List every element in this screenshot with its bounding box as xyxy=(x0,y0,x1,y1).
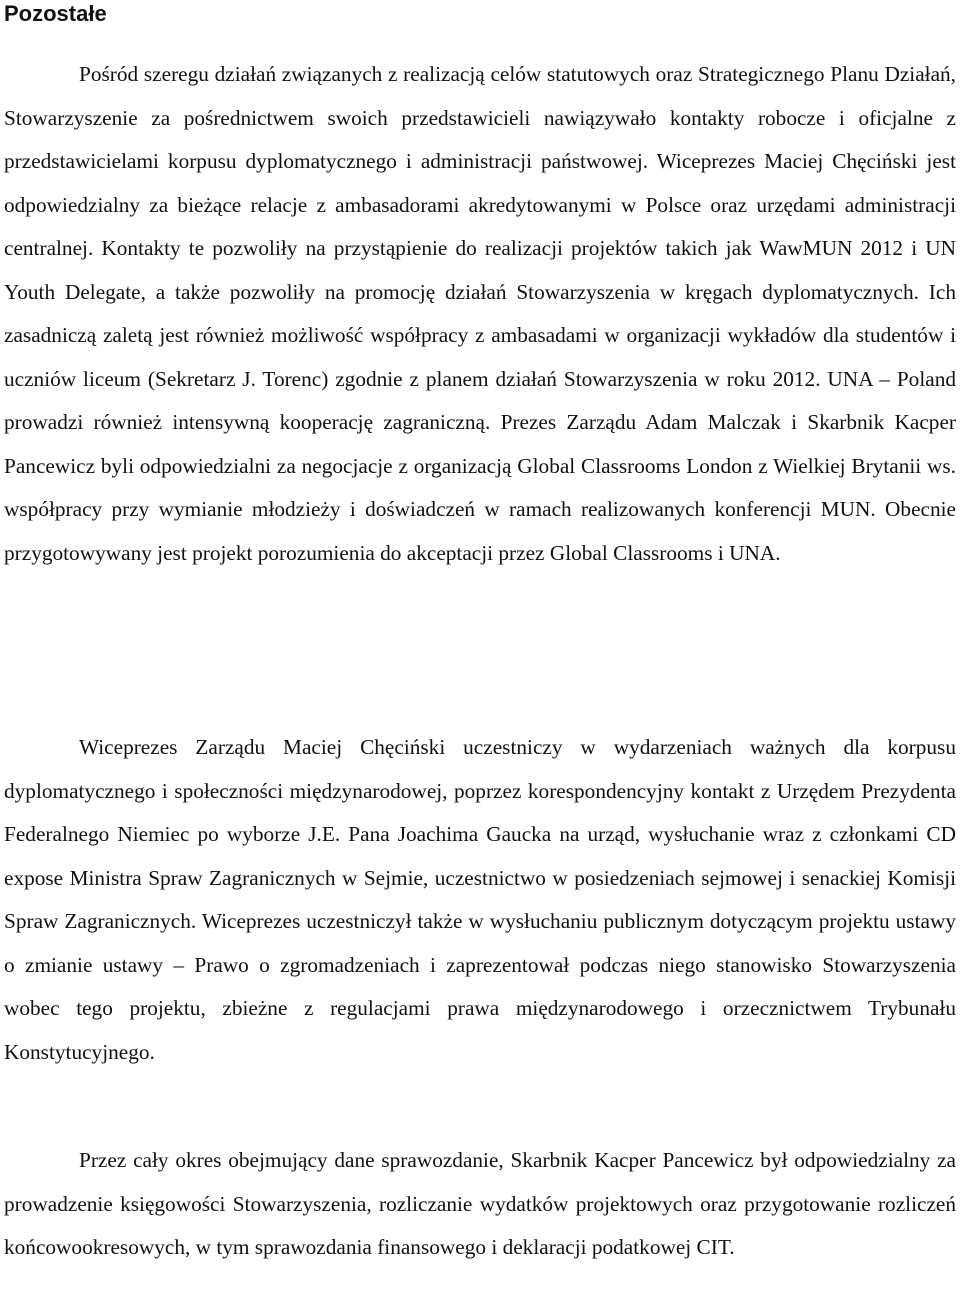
section-heading: Pozostałe xyxy=(4,1,107,26)
paragraph-diplomatic-contacts: Pośród szeregu działań związanych z realizacją celów statutowych oraz Strategicznego Planu Działań, Stowarzyszenie za pośrednictwem swoich przedstawicieli nawiązywało kontakty robocze i oficjalne z przedstawicielami korpusu dyplomatycznego i administracji państwowej. Wiceprezes Maciej Chęciński jest odpowiedzialny za bieżące relacje z ambasadorami akredytowanymi w Polsce oraz urzędami administracji centralnej. Kontakty te pozwoliły na przystąpienie do realizacji projektów takich jak WawMUN 2012 i UN Youth Delegate, a także pozwoliły na promocję działań Stowarzyszenia w kręgach dyplomatycznych. Ich zasadniczą zaletą jest również możliwość współpracy z ambasadami w organizacji wykładów dla studentów i uczniów liceum (Sekretarz J. Torenc) zgodnie z planem działań Stowarzyszenia w roku 2012. UNA – Poland prowadzi również intensywną kooperację zagraniczną. Prezes Zarządu Adam Malczak i Skarbnik Kacper Pancewicz byli odpowiedzialni za negocjacje z organizacją Global Classrooms London z Wielkiej Brytanii ws. współpracy przy wymianie młodzieży i doświadczeń w ramach realizowanych konferencji MUN. Obecnie przygotowywany jest projekt porozumienia do akceptacji przez Global Classrooms i UNA. xyxy=(4,62,956,565)
paragraph-vice-president-activities: Wiceprezes Zarządu Maciej Chęciński uczestniczy w wydarzeniach ważnych dla korpusu dyplomatycznego i społeczności międzynarodowej, poprzez korespondencyjny kontakt z Urzędem Prezydenta Federalnego Niemiec po wyborze J.E. Pana Joachima Gaucka na urząd, wysłuchanie wraz z członkami CD expose Ministra Spraw Zagranicznych w Sejmie, uczestnictwo w posiedzeniach sejmowej i senackiej Komisji Spraw Zagranicznych. Wiceprezes uczestniczył także w wysłuchaniu publicznym dotyczącym projektu ustawy o zmianie ustawy – Prawo o zgromadzeniach i zaprezentował podczas niego stanowisko Stowarzyszenia wobec tego projektu, zbieżne z regulacjami prawa międzynarodowego i orzecznictwem Trybunału Konstytucyjnego. xyxy=(4,735,956,1064)
paragraph-treasurer-duties: Przez cały okres obejmujący dane sprawozdanie, Skarbnik Kacper Pancewicz był odpowiedzialny za prowadzenie księgowości Stowarzyszenia, rozliczanie wydatków projektowych oraz przygotowanie rozliczeń końcowookresowych, w tym sprawozdania finansowego i deklaracji podatkowej CIT. xyxy=(4,1148,956,1259)
